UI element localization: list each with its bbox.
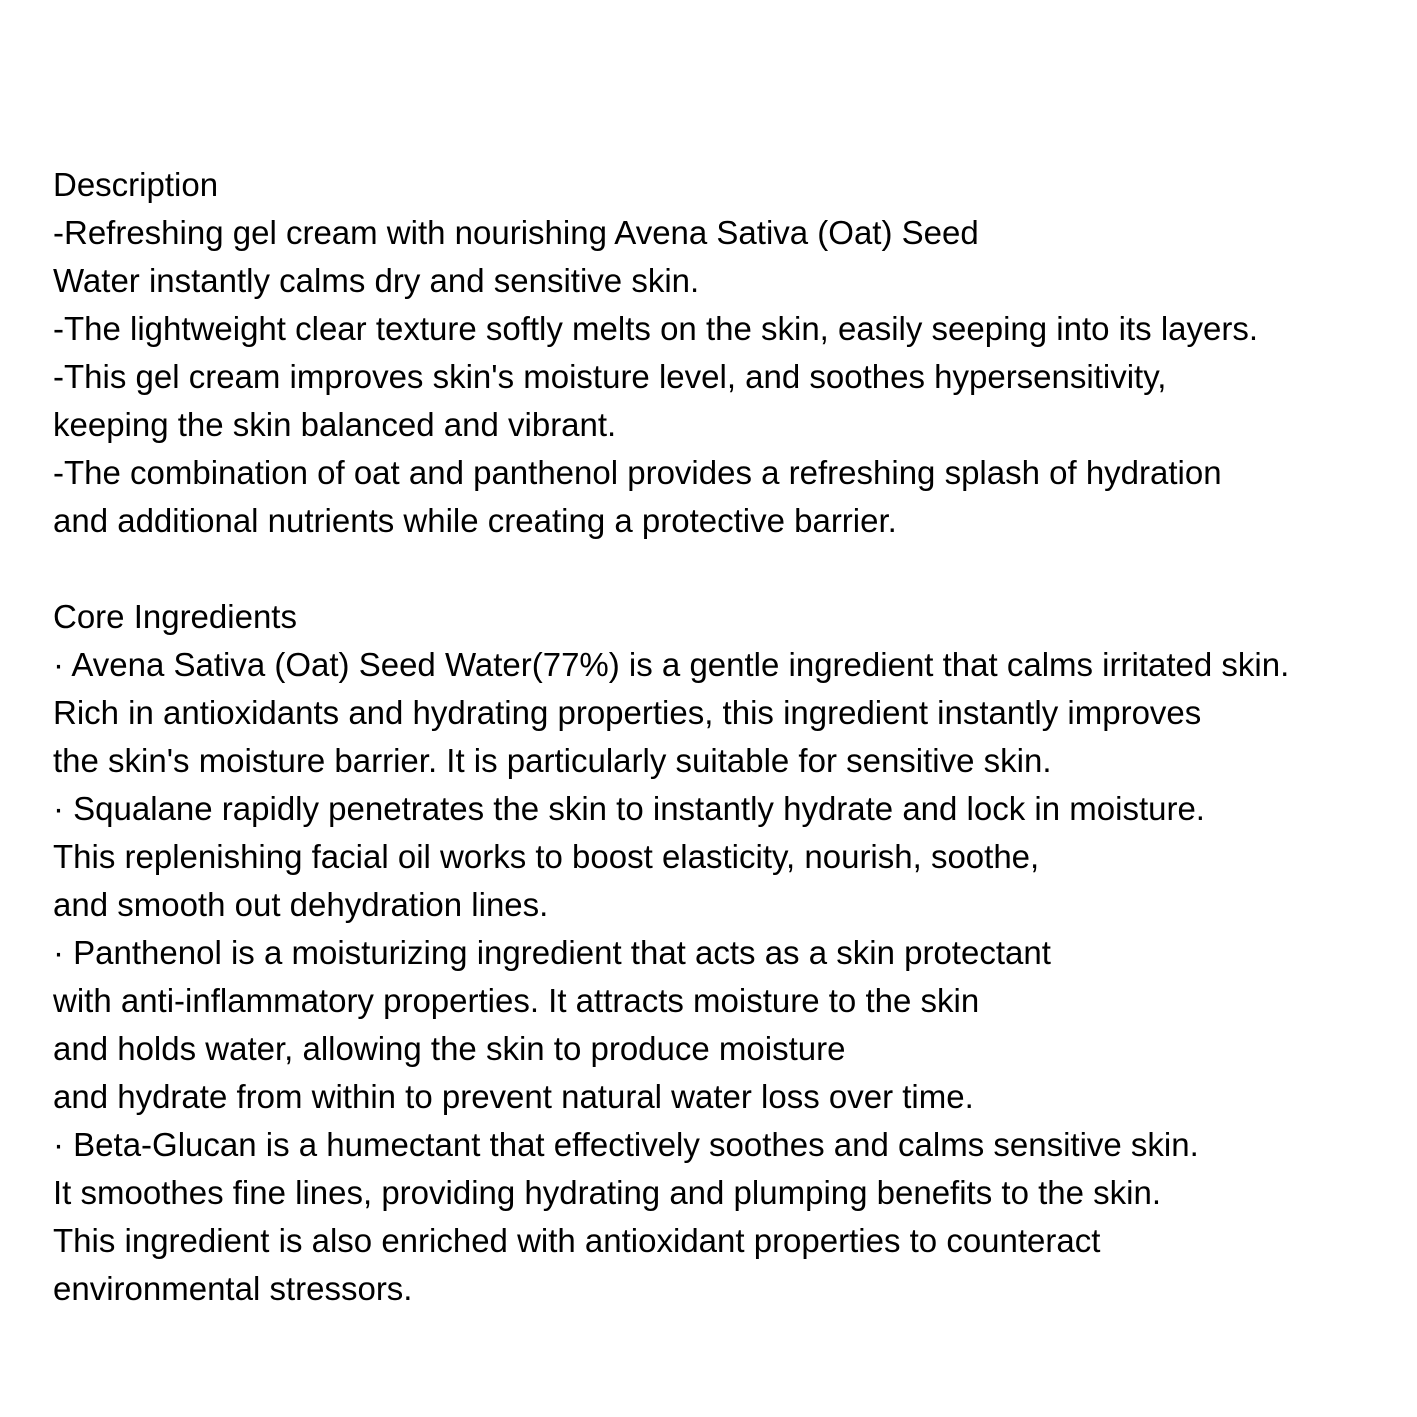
ingredient-line: It smoothes fine lines, providing hydrating and plumping benefits to the skin.: [53, 1174, 1161, 1211]
description-line: -The lightweight clear texture softly melts on the skin, easily seeping into its layers.: [53, 310, 1259, 347]
ingredient-line: with anti-inflammatory properties. It attracts moisture to the skin: [53, 982, 980, 1019]
ingredient-line: · Avena Sativa (Oat) Seed Water(77%) is a gentle ingredient that calms irritated skin.: [53, 646, 1290, 683]
ingredient-line: and smooth out dehydration lines.: [53, 886, 549, 923]
ingredient-line: · Beta-Glucan is a humectant that effectively soothes and calms sensitive skin.: [53, 1126, 1199, 1163]
description-line: and additional nutrients while creating a protective barrier.: [53, 502, 897, 539]
core-ingredients-section: [53, 593, 1403, 1313]
ingredient-line: Rich in antioxidants and hydrating properties, this ingredient instantly improves: [53, 694, 1202, 731]
ingredient-line: · Squalane rapidly penetrates the skin to instantly hydrate and lock in moisture.: [53, 790, 1205, 827]
description-line: -This gel cream improves skin's moisture level, and soothes hypersensitivity,: [53, 358, 1167, 395]
section-spacer: [53, 545, 1403, 593]
description-line: Water instantly calms dry and sensitive skin.: [53, 262, 700, 299]
ingredient-line: and holds water, allowing the skin to produce moisture: [53, 1030, 846, 1067]
description-section: [53, 161, 1403, 545]
core-ingredients-heading: Core Ingredients: [53, 598, 297, 635]
ingredient-line: environmental stressors.: [53, 1270, 413, 1307]
description-line: -The combination of oat and panthenol provides a refreshing splash of hydration: [53, 454, 1222, 491]
product-info-document: [53, 161, 1403, 1313]
ingredient-line: This replenishing facial oil works to boost elasticity, nourish, soothe,: [53, 838, 1040, 875]
description-line: keeping the skin balanced and vibrant.: [53, 406, 617, 443]
ingredient-line: the skin's moisture barrier. It is particularly suitable for sensitive skin.: [53, 742, 1052, 779]
ingredient-line: · Panthenol is a moisturizing ingredient that acts as a skin protectant: [53, 934, 1051, 971]
description-heading: Description: [53, 166, 219, 203]
ingredient-line: and hydrate from within to prevent natural water loss over time.: [53, 1078, 974, 1115]
ingredient-line: This ingredient is also enriched with antioxidant properties to counteract: [53, 1222, 1101, 1259]
description-line: -Refreshing gel cream with nourishing Avena Sativa (Oat) Seed: [53, 214, 979, 251]
